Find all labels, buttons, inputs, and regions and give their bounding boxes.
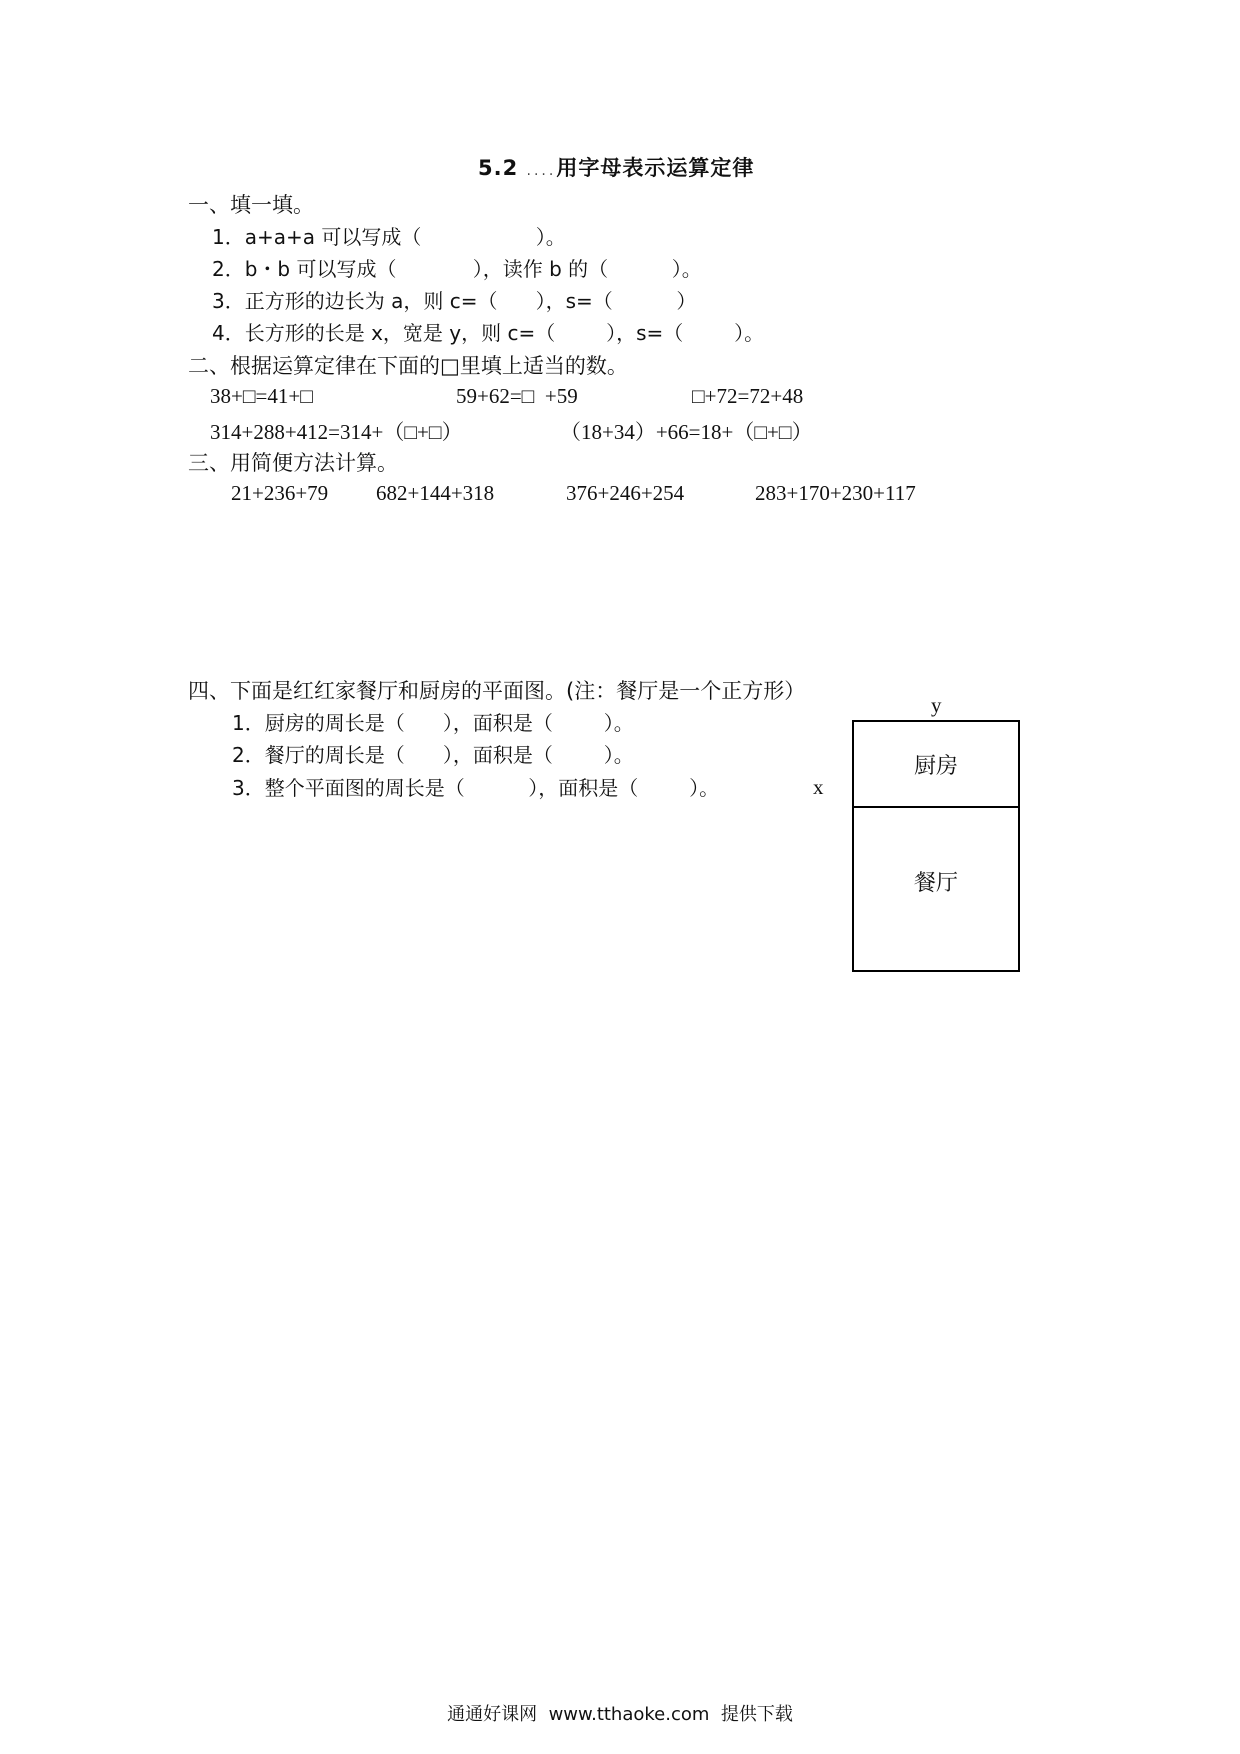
title-text: 用字母表示运算定律 bbox=[556, 156, 755, 180]
section1-item-3: 3．正方形的边长为 a，则 c=（ ），s=（ ） bbox=[212, 289, 697, 313]
section2-heading: 二、根据运算定律在下面的□里填上适当的数。 bbox=[188, 354, 628, 378]
section3-problem-3: 376+246+254 bbox=[566, 481, 685, 505]
section3-problem-1: 21+236+79 bbox=[231, 481, 329, 505]
floorplan-kitchen bbox=[852, 720, 1020, 808]
section4-item-1: 1．厨房的周长是（ ），面积是（ ）。 bbox=[232, 711, 634, 735]
dining-room-label: 餐厅 bbox=[913, 871, 958, 896]
section2-equation-4: 314+288+412=314+（□+□） bbox=[210, 420, 463, 444]
section2-equation-1: 38+□=41+□ bbox=[210, 384, 313, 408]
floorplan-height-label: x bbox=[813, 775, 824, 799]
section1-heading: 一、填一填。 bbox=[188, 193, 314, 217]
section3-problem-4: 283+170+230+117 bbox=[755, 481, 916, 505]
section3-problem-2: 682+144+318 bbox=[376, 481, 495, 505]
title-number: 5.2 bbox=[478, 156, 519, 180]
section2-equation-2: 59+62=□ +59 bbox=[456, 384, 578, 408]
title-dots: .... bbox=[526, 163, 557, 179]
section1-item-2: 2．b・b 可以写成（ ），读作 b 的（ ）。 bbox=[212, 257, 702, 281]
section4-item-3: 3．整个平面图的周长是（ ），面积是（ ）。 bbox=[232, 776, 720, 800]
section4-heading: 四、下面是红红家餐厅和厨房的平面图。(注：餐厅是一个正方形） bbox=[188, 679, 806, 703]
worksheet-title bbox=[478, 152, 754, 182]
section2-equation-3: □+72=72+48 bbox=[692, 384, 804, 408]
section1-item-4: 4．长方形的长是 x，宽是 y，则 c=（ ），s=（ ）。 bbox=[212, 321, 765, 345]
floorplan-width-label: y bbox=[931, 693, 942, 717]
section3-heading: 三、用简便方法计算。 bbox=[188, 451, 398, 475]
kitchen-label: 厨房 bbox=[913, 754, 958, 779]
floorplan-dining-room bbox=[852, 806, 1020, 972]
section1-item-1: 1．a+a+a 可以写成（ ）。 bbox=[212, 225, 566, 249]
footer-credit: 通通好课网 www.tthaoke.com 提供下载 bbox=[447, 1704, 793, 1725]
section2-equation-5: （18+34）+66=18+（□+□） bbox=[560, 420, 813, 444]
section4-item-2: 2．餐厅的周长是（ ），面积是（ ）。 bbox=[232, 743, 634, 767]
